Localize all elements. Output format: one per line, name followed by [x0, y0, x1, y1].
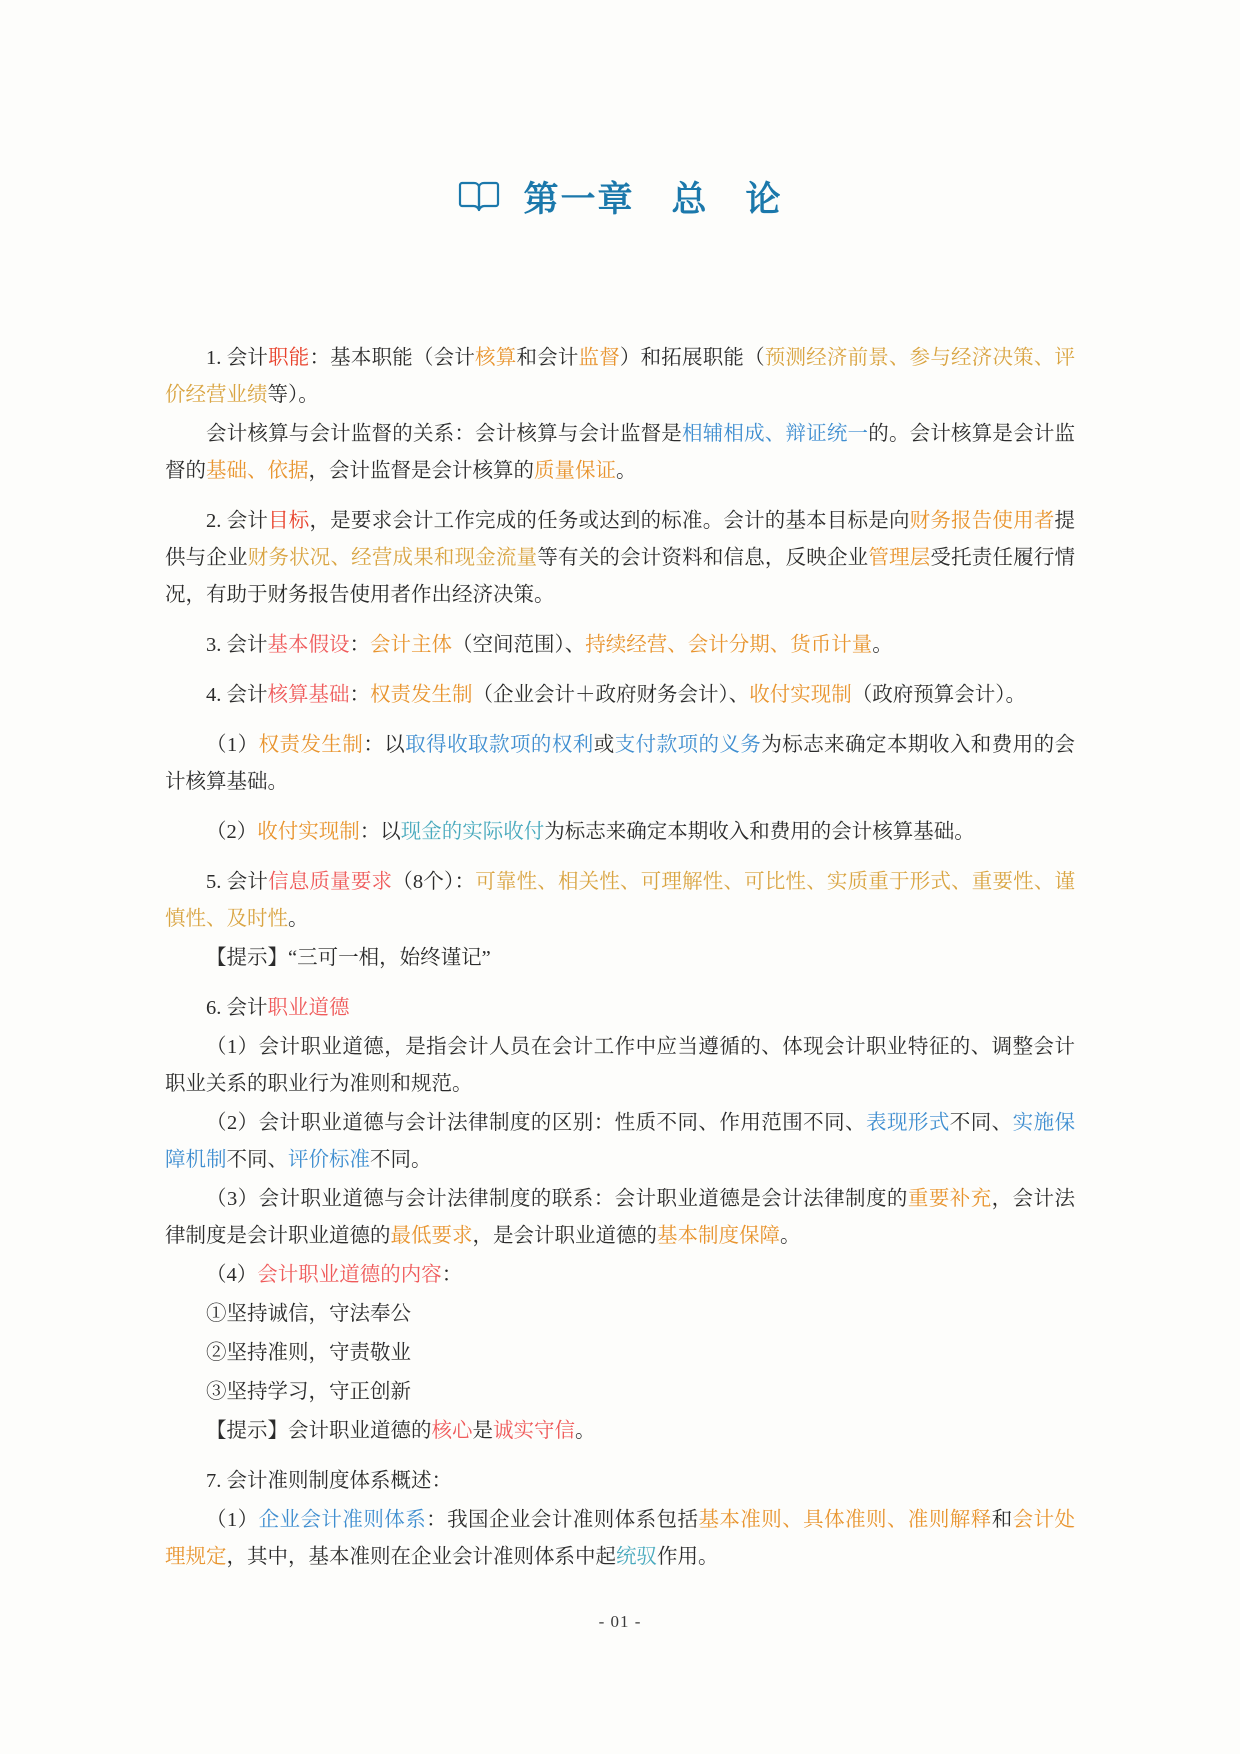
text-run: 6. 会计	[206, 997, 268, 1019]
text-run: 【提示】会计职业道德的	[206, 1420, 432, 1442]
text-run: 。	[575, 1420, 596, 1442]
text-run: （1）	[206, 1509, 259, 1531]
text-run: ：	[349, 684, 370, 706]
highlight-orange: 基础、依据	[206, 460, 309, 482]
highlight-pink: 核算基础	[267, 684, 350, 706]
text-run: ，是要求会计工作完成的任务或达到的标准。会计的基本目标是向	[309, 510, 910, 532]
text-run: ：以	[359, 821, 401, 843]
text-run: 和	[991, 1509, 1013, 1531]
highlight-orange: 最低要求	[390, 1225, 473, 1247]
paragraph-ethics-definition: （1）会计职业道德，是指会计人员在会计工作中应当遵循的、体现会计职业特征的、调整会计职业关系的职业行为准则和规范。	[165, 1036, 1075, 1095]
highlight-orange: 权责发生制	[370, 684, 473, 706]
highlight-orange: 基本准则、具体准则、准则解释	[698, 1509, 992, 1531]
highlight-blue: 相辅相成、辩证统一	[682, 423, 869, 445]
text-run: ：以	[363, 734, 406, 756]
text-run: ，会计法律制度是会计职业道德的	[165, 1188, 1076, 1247]
text-run: 和会计	[516, 347, 579, 369]
paragraph-accrual-basis	[165, 727, 1075, 801]
document-body	[165, 222, 1075, 1576]
text-run: 提供与企业	[165, 510, 1076, 569]
text-run: 。	[780, 1225, 801, 1247]
highlight-blue: 取得收取款项的权利	[405, 734, 594, 756]
text-run: ：	[349, 634, 370, 656]
highlight-pink: 核心	[431, 1420, 473, 1442]
text-run: 等有关的会计资料和信息，反映企业	[537, 547, 869, 569]
text-run: ，其中，基本准则在企业会计准则体系中起	[226, 1546, 616, 1568]
open-book-icon	[457, 180, 501, 214]
highlight-pink: 职业道德	[267, 997, 350, 1019]
paragraph-tip-ethics-core	[165, 1413, 1075, 1450]
highlight-orange: 权责发生制	[258, 734, 364, 756]
text-run: （4）	[206, 1264, 258, 1286]
text-run: （空间范围）、	[452, 634, 586, 656]
text-run: ：我国企业会计准则体系包括	[426, 1509, 699, 1531]
text-run: （政府预算会计）。	[851, 684, 1026, 706]
highlight-orange: 管理层	[868, 547, 931, 569]
highlight-pink: 信息质量要求	[268, 871, 393, 893]
highlight-red: 目标	[268, 510, 310, 532]
paragraph-professional-ethics-heading	[165, 990, 1075, 1027]
text-run: 不同。	[370, 1149, 432, 1171]
paragraph-basic-assumptions	[165, 627, 1075, 664]
paragraph-accounting-basis	[165, 677, 1075, 714]
page-number: - 01 -	[598, 1612, 642, 1631]
text-run: （1）	[206, 734, 259, 756]
highlight-amber: 可靠性、相关性、可理解性、可比性、实质重于形式、重要性、谨慎性、及时性	[165, 871, 1076, 930]
highlight-orange: 收付实现制	[749, 684, 852, 706]
highlight-blue: 实施保障机制	[165, 1112, 1076, 1171]
list-item-ethics-2: ②坚持准则，守责敬业	[206, 1342, 411, 1364]
text-run: （2）	[206, 821, 258, 843]
highlight-orange: 基本制度保障	[657, 1225, 780, 1247]
paragraph-cash-basis	[165, 814, 1075, 851]
highlight-blue: 支付款项的义务	[614, 734, 762, 756]
text-run: 1. 会计	[206, 347, 269, 369]
highlight-pink: 诚实守信	[493, 1420, 575, 1442]
highlight-red: 职能	[268, 347, 310, 369]
text-run: （企业会计＋政府财务会计）、	[472, 684, 750, 706]
paragraph-enterprise-standards-system	[165, 1502, 1075, 1576]
list-item-ethics-3: ③坚持学习，守正创新	[206, 1381, 411, 1403]
highlight-orange: 质量保证	[534, 460, 616, 482]
highlight-amber: 预测经济前景、参与经济决策、评价经营业绩	[165, 347, 1076, 406]
highlight-orange: 收付实现制	[257, 821, 360, 843]
text-run: 。	[872, 634, 893, 656]
paragraph-ethics-vs-law-difference	[165, 1105, 1075, 1179]
page-footer	[0, 1612, 1240, 1632]
chapter-title-text: 第一章 总 论	[523, 180, 783, 219]
text-run: 为标志来确定本期收入和费用的会计核算基础。	[544, 821, 975, 843]
text-run: ，会计监督是会计核算的	[308, 460, 534, 482]
text-run: 作用。	[657, 1546, 719, 1568]
text-run: 。	[288, 908, 309, 930]
highlight-pink: 基本假设	[267, 634, 350, 656]
text-run: 会计核算与会计监督的关系：会计核算与会计监督是	[206, 423, 682, 445]
paragraph-accounting-functions	[165, 340, 1075, 414]
highlight-orange: 财务报告使用者	[909, 510, 1055, 532]
text-run: ，是会计职业道德的	[472, 1225, 657, 1247]
highlight-teal: 统驭	[616, 1546, 657, 1568]
highlight-orange: 持续经营、会计分期、货币计量	[585, 634, 873, 656]
text-run: 3. 会计	[206, 634, 268, 656]
text-run: ：	[441, 1264, 463, 1286]
text-run: ）和拓展职能（	[619, 347, 765, 369]
highlight-teal: 现金的实际收付	[400, 821, 545, 843]
highlight-blue: 企业会计准则体系	[258, 1509, 427, 1531]
paragraph-accounting-objective	[165, 503, 1075, 614]
highlight-blue: 表现形式	[866, 1112, 950, 1134]
highlight-pink: 会计职业道德的内容	[257, 1264, 442, 1286]
paragraph-quality-requirements	[165, 864, 1075, 938]
highlight-orange: 监督	[578, 347, 620, 369]
text-run: （8个）：	[392, 871, 476, 893]
paragraph-standards-system-heading: 7. 会计准则制度体系概述：	[206, 1470, 452, 1492]
text-run: 或	[593, 734, 615, 756]
text-run: 5. 会计	[206, 871, 269, 893]
highlight-orange: 会计主体	[370, 634, 452, 656]
highlight-orange: 核算	[475, 347, 517, 369]
text-run: ：基本职能（会计	[309, 347, 476, 369]
text-run: 不同、	[226, 1149, 288, 1171]
list-item-ethics-1: ①坚持诚信，守法奉公	[206, 1303, 411, 1325]
highlight-orange: 会计处理规定	[165, 1509, 1076, 1568]
highlight-blue: 评价标准	[288, 1149, 370, 1171]
text-run: 。	[616, 460, 637, 482]
text-run: 4. 会计	[206, 684, 268, 706]
text-run: （3）会计职业道德与会计法律制度的联系：会计职业道德是会计法律制度的	[206, 1188, 908, 1210]
text-run: 受托责任履行情况，有助于财务报告使用者作出经济决策。	[165, 547, 1076, 606]
text-run: 为标志来确定本期收入和费用的会计核算基础。	[165, 734, 1076, 793]
paragraph-ethics-vs-law-connection	[165, 1181, 1075, 1255]
highlight-amber: 财务状况、经营成果和现金流量	[247, 547, 538, 569]
text-run: 是	[472, 1420, 493, 1442]
paragraph-tip-mnemonic: 【提示】“三可一相，始终谨记”	[206, 947, 491, 969]
text-run: 等）。	[267, 384, 319, 406]
highlight-orange: 重要补充	[907, 1188, 992, 1210]
text-run: （2）会计职业道德与会计法律制度的区别：性质不同、作用范围不同、	[206, 1112, 866, 1134]
chapter-title	[0, 172, 1240, 222]
paragraph-relation-accounting-supervision	[165, 416, 1075, 490]
text-run: 不同、	[949, 1112, 1013, 1134]
paragraph-ethics-content-heading	[165, 1257, 1075, 1294]
text-run: 2. 会计	[206, 510, 269, 532]
text-run: 的。会计核算是会计监督的	[165, 423, 1076, 482]
